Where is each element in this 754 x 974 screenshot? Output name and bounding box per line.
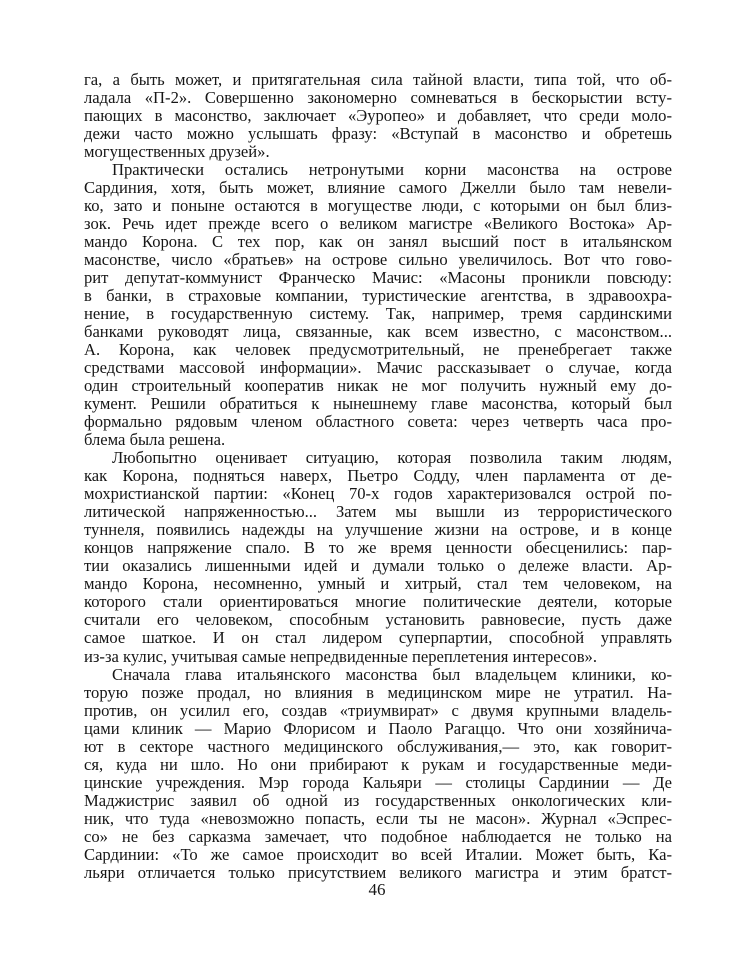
text-line: концов напряжение спало. В то же время ценности обесценились: пар- (84, 538, 672, 558)
text-line: га, а быть может, и притягательная сила тайной власти, типа той, что об- (84, 70, 672, 89)
text-line: торую позже продал, но влияния в медицинском мире не утратил. На- (84, 682, 672, 702)
text-line: считали его человеком, способным установить равновесие, пусть даже (84, 610, 672, 630)
text-line: в банки, в страховые компании, туристические агентства, в здравоохра- (84, 286, 672, 306)
text-line: банками руководят лица, связанные, как всем известно, с масонством... (84, 322, 672, 342)
text-line: А. Корона, как человек предусмотрительный, не пренебрегает также (84, 340, 672, 360)
paragraph-first-line: Практически остались нетронутыми корни масонства на острове (112, 160, 672, 180)
text-line: Маджистрис заявил об одной из государственных онкологических кли- (84, 790, 672, 810)
page-number: 46 (368, 880, 386, 899)
text-line: которого стали ориентироваться многие политические деятели, которые (84, 592, 672, 612)
text-line: ют в секторе частного медицинского обслуживания,— это, как говорит- (84, 736, 672, 756)
text-line: нение, в государственную систему. Так, например, тремя сардинскими (84, 304, 672, 324)
text-line: литической напряженностью... Затем мы вышли из террористического (84, 502, 672, 522)
text-line: цами клиник — Марио Флорисом и Паоло Рагаццо. Что они хозяйнича- (84, 718, 672, 738)
paragraph-first-line: Любопытно оценивает ситуацию, которая позволила таким людям, (112, 448, 672, 468)
text-line: мохристианской партии: «Конец 70-х годов характеризовался острой по- (84, 484, 672, 504)
text-line: блема была решена. (84, 430, 226, 450)
text-line: дежи часто можно услышать фразу: «Вступай в масонство и обретешь (84, 124, 672, 144)
text-line: могущественных друзей». (84, 142, 270, 162)
paragraph-first-line: Сначала глава итальянского масонства был владельцем клиники, ко- (112, 664, 672, 684)
text-line: со» не без сарказма замечает, что подобное наблюдается не только на (84, 826, 672, 846)
text-line: мандо Корона, несомненно, умный и хитрый, стал тем человеком, на (84, 574, 672, 594)
text-line: самое шаткое. И он стал лидером суперпартии, способной управлять (84, 628, 672, 648)
text-line: мандо Корона. С тех пор, как он занял высший пост в итальянском (84, 232, 672, 252)
text-line: кумент. Решили обратиться к нынешнему главе масонства, который был (84, 394, 672, 414)
text-line: из-за кулис, учитывая самые непредвиденные переплетения интересов». (84, 646, 597, 666)
text-line: ладала «П-2». Совершенно закономерно сомневаться в бескорыстии всту- (84, 88, 672, 108)
text-line: льяри отличается только присутствием великого магистра и этим братст- (84, 862, 672, 882)
text-line: зок. Речь идет прежде всего о великом магистре «Великого Востока» Ар- (84, 214, 672, 234)
text-line: ко, зато и поныне остаются в могуществе люди, с которыми он был близ- (84, 196, 672, 216)
text-line: против, он усилил его, создав «триумвират» с двумя крупными владель- (84, 700, 672, 720)
text-line: один строительный кооператив никак не мог получить нужный ему до- (84, 376, 672, 396)
text-line: формально рядовым членом областного совета: через четверть часа про- (84, 412, 672, 432)
text-line: цинские учреждения. Мэр города Кальяри — столицы Сардинии — Де (84, 772, 672, 792)
text-line: пающих в масонство, заключает «Эуропео» и добавляет, что среди моло- (84, 106, 672, 126)
text-line: масонстве, число «братьев» на острове сильно увеличилось. Вот что гово- (84, 250, 672, 270)
text-line: рит депутат-коммунист Франческо Мачис: «Масоны проникли повсюду: (84, 268, 672, 288)
text-line: туннеля, появились надежды на улучшение жизни на острове, и в конце (84, 520, 672, 540)
text-line: ник, что туда «невозможно попасть, если ты не масон». Журнал «Эспрес- (84, 808, 672, 828)
text-line: ся, куда ни шло. Но они прибирают к рукам и государственные меди- (84, 754, 672, 774)
text-line: тии оказались лишенными идей и думали только о дележе власти. Ар- (84, 556, 672, 576)
page-text (84, 71, 672, 882)
text-line: как Корона, подняться наверх, Пьетро Содду, член парламента от де- (84, 466, 672, 486)
text-line: средствами массовой информации». Мачис рассказывает о случае, когда (84, 358, 672, 378)
text-line: Сардиния, хотя, быть может, влияние самого Джелли было там невели- (84, 178, 672, 198)
text-line: Сардинии: «То же самое происходит во всей Италии. Может быть, Ка- (84, 844, 672, 864)
